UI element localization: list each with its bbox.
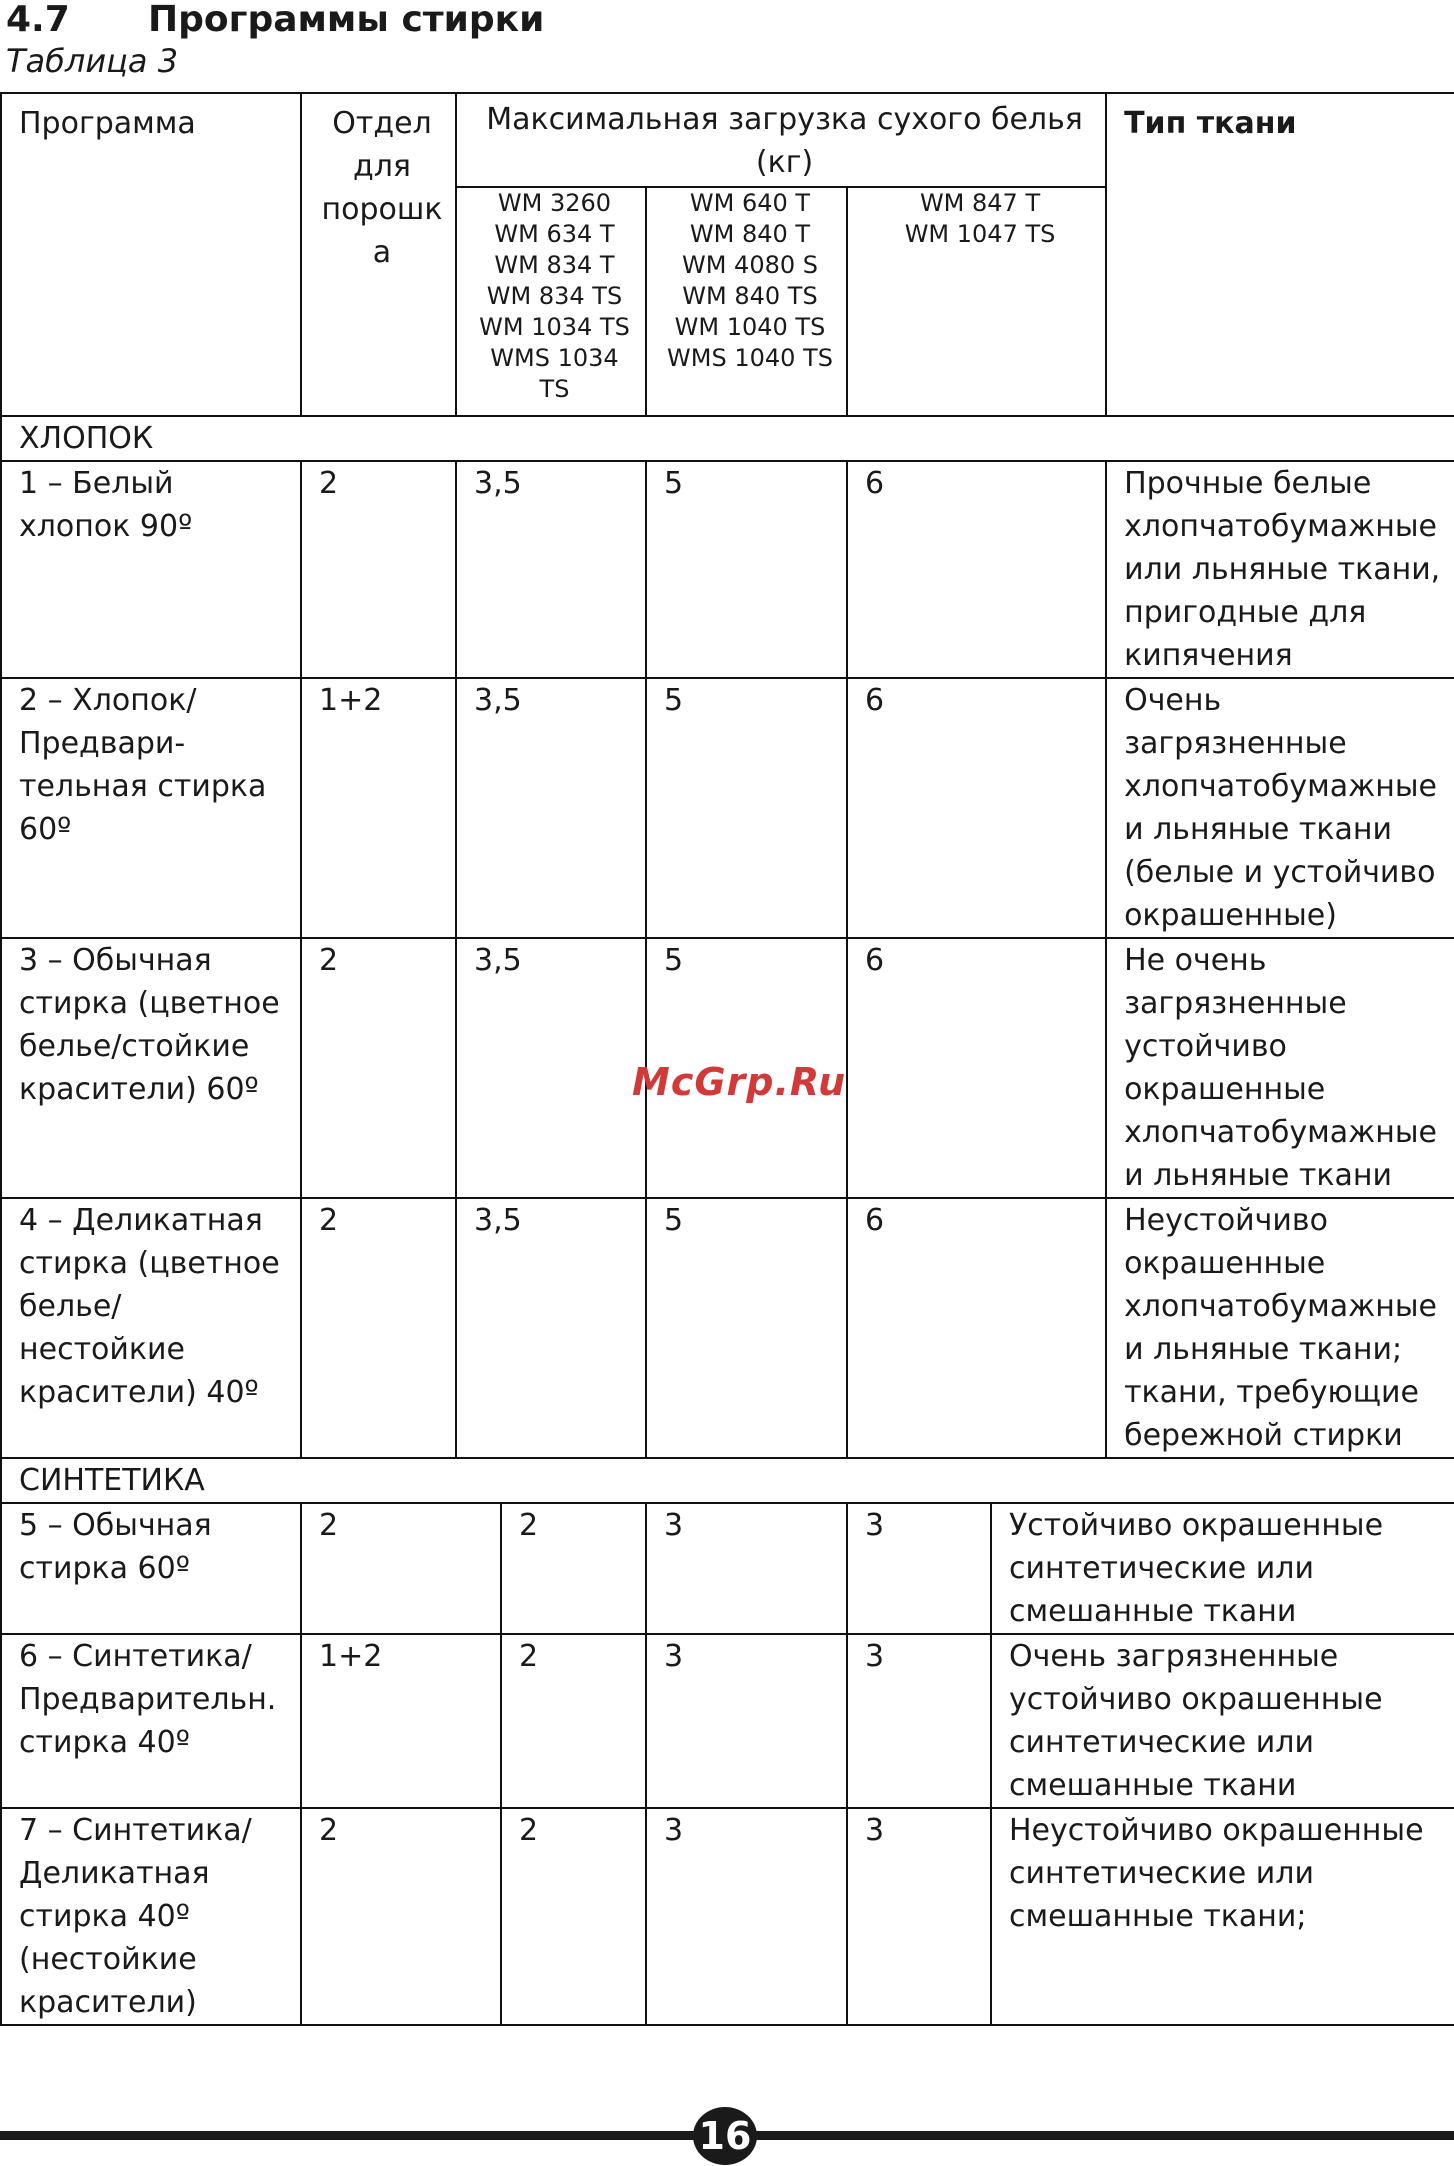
load-cell: 6 xyxy=(847,1198,1106,1458)
fabric-cell: Неустойчиво окрашенные синтетические или смешанные ткани; xyxy=(991,1808,1454,2025)
compartment-cell: 1+2 xyxy=(301,678,456,938)
load-cell: 5 xyxy=(646,461,847,678)
table-row xyxy=(1,461,1454,678)
page-number: 16 xyxy=(693,2107,757,2165)
compartment-cell: 2 xyxy=(301,1808,501,2025)
program-cell: 5 – Обычная стирка 60º xyxy=(1,1503,301,1634)
table-row xyxy=(1,1503,1454,1634)
group-label-cotton: ХЛОПОК xyxy=(1,416,1454,461)
model-group-2: WM 640 T WM 840 T WM 4080 S WM 840 TS WM 1040 TS WMS 1040 TS xyxy=(646,187,847,416)
header-fabric: Тип ткани xyxy=(1106,93,1454,416)
fabric-cell: Устойчиво окрашенные синтетические или смешанные ткани xyxy=(991,1503,1454,1634)
load-cell: 3 xyxy=(847,1634,991,1808)
fabric-cell: Очень загрязненные устойчиво окрашенные синтетические или смешанные ткани xyxy=(991,1634,1454,1808)
program-cell: 1 – Белый хлопок 90º xyxy=(1,461,301,678)
group-row-cotton xyxy=(1,416,1454,461)
fabric-cell: Неустойчиво окрашенные хлопчатобумажные и льняные ткани; ткани, требующие бережной стирки xyxy=(1106,1198,1454,1458)
load-cell: 3,5 xyxy=(456,678,646,938)
compartment-cell: 2 xyxy=(301,461,456,678)
load-cell: 3,5 xyxy=(456,461,646,678)
group-label-synthetic: СИНТЕТИКА xyxy=(1,1458,1454,1503)
compartment-cell: 2 xyxy=(301,938,456,1198)
load-cell: 2 xyxy=(501,1503,646,1634)
program-cell: 4 – Деликатная стирка (цветное белье/ нестойкие красители) 40º xyxy=(1,1198,301,1458)
watermark: McGrp.Ru xyxy=(632,1060,847,1104)
load-cell: 6 xyxy=(847,678,1106,938)
table-row xyxy=(1,678,1454,938)
load-cell: 3,5 xyxy=(456,1198,646,1458)
model-group-1: WM 3260 WM 634 T WM 834 T WM 834 TS WM 1034 TS WMS 1034 TS xyxy=(456,187,646,416)
program-cell: 3 – Обычная стирка (цветное белье/стойкие красители) 60º xyxy=(1,938,301,1198)
fabric-cell: Очень загрязненные хлопчатобумажные и льняные ткани (белые и устойчиво окрашенные) xyxy=(1106,678,1454,938)
table-row xyxy=(1,1808,1454,2025)
section-heading xyxy=(6,0,544,40)
load-cell: 3 xyxy=(847,1808,991,2025)
header-program: Программа xyxy=(1,93,301,416)
load-cell: 6 xyxy=(847,461,1106,678)
washing-programs-table xyxy=(0,92,1454,2026)
program-cell: 6 – Синтетика/ Предварительн. стирка 40º xyxy=(1,1634,301,1808)
fabric-cell: Прочные белые хлопчатобумажные или льняные ткани, пригодные для кипячения xyxy=(1106,461,1454,678)
compartment-cell: 1+2 xyxy=(301,1634,501,1808)
load-cell: 3 xyxy=(646,1503,847,1634)
table-caption: Таблица 3 xyxy=(6,42,179,80)
compartment-cell: 2 xyxy=(301,1198,456,1458)
table-row xyxy=(1,1634,1454,1808)
section-number: 4.7 xyxy=(6,0,70,40)
load-cell: 2 xyxy=(501,1634,646,1808)
load-cell: 3 xyxy=(646,1808,847,2025)
load-cell: 5 xyxy=(646,678,847,938)
compartment-cell: 2 xyxy=(301,1503,501,1634)
load-cell: 3 xyxy=(847,1503,991,1634)
header-max-load: Максимальная загрузка сухого белья (кг) xyxy=(456,93,1106,187)
header-row xyxy=(1,93,1454,187)
load-cell: 3,5 xyxy=(456,938,646,1198)
load-cell: 2 xyxy=(501,1808,646,2025)
load-cell: 5 xyxy=(646,938,847,1198)
fabric-cell: Не очень загрязненные устойчиво окрашенные хлопчатобумажные и льняные ткани xyxy=(1106,938,1454,1198)
group-row-synthetic xyxy=(1,1458,1454,1503)
header-compartment: Отдел для порошка xyxy=(301,93,456,416)
program-cell: 2 – Хлопок/ Предвари-тельная стирка 60º xyxy=(1,678,301,938)
load-cell: 6 xyxy=(847,938,1106,1198)
model-group-3: WM 847 T WM 1047 TS xyxy=(847,187,1106,416)
load-cell: 3 xyxy=(646,1634,847,1808)
section-title: Программы стирки xyxy=(148,0,545,40)
load-cell: 5 xyxy=(646,1198,847,1458)
program-cell: 7 – Синтетика/ Деликатная стирка 40º (нестойкие красители) xyxy=(1,1808,301,2025)
table-row xyxy=(1,1198,1454,1458)
